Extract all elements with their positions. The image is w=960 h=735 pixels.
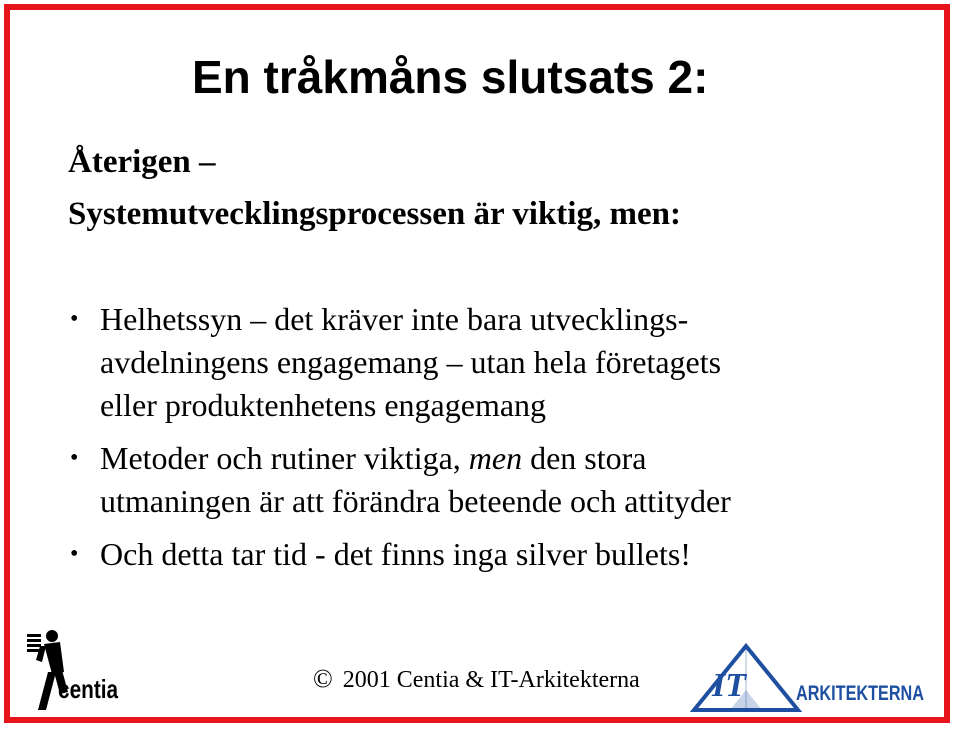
bullet-dot-icon: • (70, 541, 79, 567)
copyright-icon: © (313, 664, 333, 693)
bullet-item (70, 437, 890, 523)
footer-text: 2001 Centia & IT-Arkitekterna (342, 667, 640, 693)
it-arkitekterna-logo (690, 640, 928, 716)
bullet-text: Och detta tar tid - det finns inga silver bullets! (100, 536, 691, 572)
bullet-list (70, 298, 890, 586)
bullet-text (100, 440, 731, 519)
bullet-text-after: den stora utmaningen är att förändra beteende och attityder (100, 440, 731, 519)
intro-line-2: Systemutvecklingsprocessen är viktig, men: (68, 196, 681, 232)
bullet-text-before: Metoder och rutiner viktiga, (100, 440, 469, 476)
centia-logo-text: centia (58, 674, 119, 704)
logo-it-text: IT (712, 667, 746, 704)
bullet-dot-icon: • (70, 306, 79, 332)
bullet-dot-icon: • (70, 445, 79, 471)
footer (313, 664, 640, 694)
intro-line-1: Återigen – (68, 144, 216, 180)
logo-arkitekterna-text: ARKITEKTERNA (796, 682, 924, 705)
slide-title: En tråkmåns slutsats 2: (192, 51, 709, 103)
bullet-text-emphasis: men (468, 440, 523, 476)
bullet-text: Helhetssyn – det kräver inte bara utvecklings- avdelningens engagemang – utan hela företagets eller produktenhetens engagemang (100, 301, 722, 423)
bullet-item (70, 298, 890, 427)
bullet-item (70, 533, 890, 576)
